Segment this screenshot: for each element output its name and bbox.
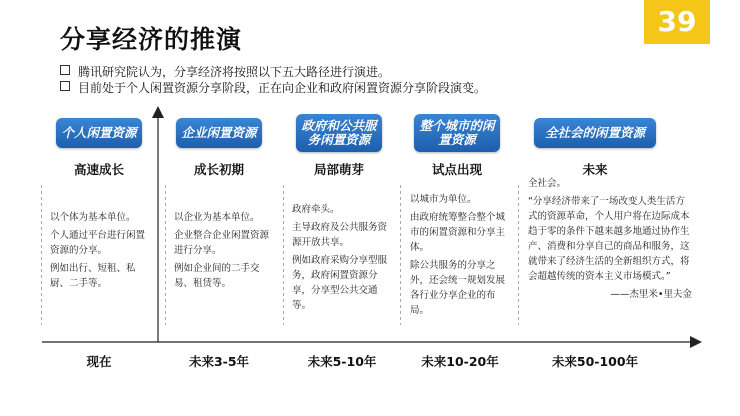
stage-name-city: 试点出现 — [431, 162, 482, 177]
stage-details-city — [410, 192, 514, 321]
detail-item: 由政府统筹整合整个城市的闲置资源和分享主体。 — [410, 212, 506, 253]
stage-name-personal: 高速成长 — [73, 162, 124, 177]
quote-author: ——杰里米•里夫金 — [610, 289, 692, 300]
detail-item: 例如企业间的二手交易、租赁等。 — [174, 263, 260, 289]
detail-item: 以个体为基本单位。 — [50, 212, 136, 223]
stage-name-enterprise: 成长初期 — [193, 162, 244, 177]
stage-box-city: 整个城市的闲置资源 — [414, 114, 500, 152]
stage-name-society: 未来 — [582, 162, 608, 177]
time-label-5-10: 未来5-10年 — [307, 354, 377, 369]
time-label-50-100: 未来50-100年 — [551, 354, 639, 369]
detail-item: 政府牵头。 — [292, 204, 340, 215]
detail-item: “分享经济带来了一场改变人类生活方式的资源革命，个人用户将在边际成本趋于零的条件下越来越多地通过协作生产、消费和分享自己的商品和服务，这就带来了经济生活的全新组织方式，将会超越传统的资本主义市场模式。” — [528, 196, 690, 282]
detail-item: 个人通过平台进行闲置资源的分享。 — [50, 230, 146, 256]
time-label-10-20: 未来10-20年 — [421, 354, 499, 369]
stage-name-government: 局部萌芽 — [313, 162, 364, 177]
detail-item: 主导政府及公共服务资源开放共享。 — [292, 222, 388, 248]
detail-item: 例如出行、短租、私厨、二手等。 — [50, 263, 136, 289]
stage-details-personal — [50, 210, 154, 294]
stage-details-government — [292, 202, 396, 316]
stage-box-personal: 个人闲置资源 — [56, 118, 142, 148]
page-title: 分享经济的推演 — [60, 25, 243, 54]
detail-item: 以企业为基本单位。 — [174, 212, 260, 223]
page-number-badge: 39 — [644, 0, 710, 44]
stage-box-society: 全社会的闲置资源 — [534, 118, 656, 148]
stage-box-enterprise: 企业闲置资源 — [176, 118, 262, 148]
detail-item: 例如政府采购分享型服务，政府闲置资源分享，分享型公共交通等。 — [292, 255, 388, 311]
detail-item: 全社会。 — [528, 178, 567, 189]
stage-box-government: 政府和公共服务闲置资源 — [296, 114, 382, 152]
bullet-1-text: 腾讯研究院认为，分享经济将按照以下五大路径进行演进。 — [78, 65, 391, 79]
detail-item: 企业整合企业闲置资源进行分享。 — [174, 230, 270, 256]
stage-details-society — [528, 176, 692, 305]
detail-item: 除公共服务的分享之外，还会统一规划发展各行业分享企业的布局。 — [410, 260, 506, 316]
detail-item: 以城市为单位。 — [410, 194, 477, 205]
bullet-2-text: 目前处于个人闲置资源分享阶段，正在向企业和政府闲置资源分享阶段演变。 — [78, 81, 487, 95]
stage-details-enterprise — [174, 210, 278, 294]
time-label-3-5: 未来3-5年 — [188, 354, 250, 369]
time-label-now: 现在 — [86, 354, 112, 369]
